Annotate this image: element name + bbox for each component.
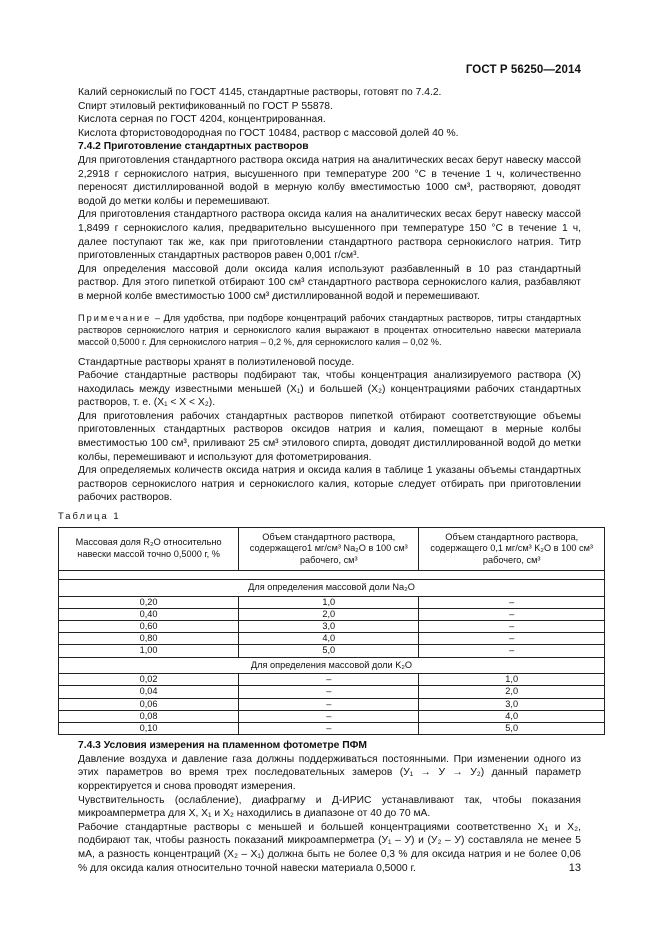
section-heading-7-4-2: 7.4.2 Приготовление стандартных растворов [78,141,309,153]
table-cell: – [419,596,605,608]
column-header: Объем стандартного раствора, содержащего1 мг/см³ Na₂O в 100 см³ рабочего, см³ [239,527,419,571]
table-cell: 4,0 [239,633,419,645]
table-cell: 0,60 [59,621,239,633]
table-cell: 0,10 [59,722,239,734]
table-cell: 0,04 [59,686,239,698]
table-cell: 0,40 [59,608,239,620]
table-cell: 2,0 [239,608,419,620]
table-cell: 5,0 [419,722,605,734]
paragraph: Для определения массовой доли оксида калия используют разбавленный в 10 раз стандартный раствор. Для этого пипеткой отбирают 100 см³ стандартного раствора сернокислого калия, разбавляют в мерной колбе вместимостью 1000 см³ дистиллированной водой и перемешивают. [78,263,581,302]
paragraph: Рабочие стандартные растворы подбирают так, чтобы концентрация анализируемого раствора (X) находилась между известными меньшей (X₁) и большей (X₂) концентрациями рабочих стандартных растворов, т. е. (X₁ < X < X₂). [78,370,581,409]
table-row [59,710,605,722]
table-cell: – [419,645,605,657]
reagent-line: Спирт этиловый ректификованный по ГОСТ Р 55878. [78,100,333,112]
table-row [59,645,605,657]
table-cell: 0,06 [59,698,239,710]
paragraph: Для приготовления стандартного раствора оксида натрия на аналитических весах берут навеску массой 2,2918 г сернокислого натрия, высушенного при температуре 200 °С в течение 1 ч, количественно переносят дистиллированной водой в мерную колбу вместимостью 1000 см³, растворяют, доводят водой до метки колбы и перемешивают. [78,154,581,207]
page-number: 13 [568,862,581,874]
table-cell: – [419,633,605,645]
note-label: Примечание [78,312,152,323]
table-cell: – [419,608,605,620]
table-cell: 1,0 [239,596,419,608]
reagent-line: Кислота серная по ГОСТ 4204, концентрированная. [78,114,326,126]
table-cell: 0,20 [59,596,239,608]
reagent-line: Калий сернокислый по ГОСТ 4145, стандартные растворы, готовят по 7.4.2. [78,87,442,98]
table-cell: 5,0 [239,645,419,657]
column-header: Массовая доля R₂O относительно навески массой точно 0,5000 г, % [59,527,239,571]
table-cell: 2,0 [419,686,605,698]
table-cell: 3,0 [419,698,605,710]
paragraph: Для приготовления рабочих стандартных растворов пипеткой отбирают соответствующие объемы приготовленных стандартных растворов оксидов натрия и калия, помещают в мерные колбы вместимостью 100 см³, приливают 25 см³ этилового спирта, доводят дистиллированной водой до метки колбы, перемешивают и используют для фотометрирования. [78,410,581,463]
group-heading: Для определения массовой доли K₂O [59,657,605,674]
section-heading-7-4-3: 7.4.3 Условия измерения на пламенном фотометре ПФМ [78,740,368,752]
note [78,312,581,348]
table-cell: – [239,698,419,710]
reagent-line: Кислота фтористоводородная по ГОСТ 10484, раствор с массовой долей 40 %. [78,127,459,139]
table-row [59,674,605,686]
table-cell: – [239,722,419,734]
table-caption: Таблица 1 [58,510,121,522]
table-cell: 4,0 [419,710,605,722]
table-cell: 3,0 [239,621,419,633]
table-cell: 1,00 [59,645,239,657]
table-cell: – [239,686,419,698]
table-cell: 1,0 [419,674,605,686]
table-row [59,633,605,645]
page-body [58,86,593,875]
table-cell: – [239,710,419,722]
paragraph: Чувствительность (ослабление), диафрагму и Д-ИРИС устанавливают так, чтобы показания микроамперметра для X, X₁ и X₂ находились в диапазоне от 40 до 70 мА. [78,794,581,820]
paragraph: Рабочие стандартные растворы с меньшей и большей концентрациями соответственно X₁ и X₂, подбирают так, чтобы разность показаний микроамперметра (У₁ – У) и (У₂ – У) составляла не менее 5 мА, а разность концентраций (X₂ – X₁) должна быть не более 0,3 % для оксида натрия и не более 0,06 % для оксида калия относительно точной навески материала 0,5000 г. [78,821,581,874]
table-row [59,608,605,620]
paragraph: Для приготовления стандартного раствора оксида калия на аналитических весах берут навеску массой 1,8499 г сернокислого калия, предварительно высушенного при температуре 150 °С в течение 1 ч, далее поступают так же, как при приготовлении стандартного раствора сернокислого натрия. Титр приготовленных стандартных растворов равен 0,001 г/см³. [78,209,581,262]
note-text: – Для удобства, при подборе концентраций рабочих стандартных растворов, титры стандартных растворов сернокислого натрия и сернокислого калия выражают в процентах относительно навески материала массой 0,5000 г. Для сернокислого натрия – 0,2 %, для сернокислого калия – 0,02 %. [78,312,581,347]
paragraph: Давление воздуха и давление газа должны поддерживаться постоянными. При изменении одного из этих параметров во время трех последовательных замеров (У₁ → У → У₂) данный параметр корректируется и снова проводят измерения. [78,753,581,792]
table-cell: 0,80 [59,633,239,645]
column-header: Объем стандартного раствора, содержащего 0,1 мг/см³ K₂O в 100 см³ рабочего, см³ [419,527,605,571]
table-cell: 0,08 [59,710,239,722]
table-cell: – [239,674,419,686]
paragraph: Стандартные растворы хранят в полиэтиленовой посуде. [78,356,355,368]
table-row [59,698,605,710]
spacer-cell [59,571,605,580]
data-table [58,527,605,736]
document-code: ГОСТ Р 56250—2014 [465,64,581,76]
table-row [59,596,605,608]
table-cell: 0,02 [59,674,239,686]
table-row [59,686,605,698]
table-row [59,621,605,633]
group-heading: Для определения массовой доли Na₂O [59,580,605,597]
table-row [59,722,605,734]
table-cell: – [419,621,605,633]
paragraph: Для определяемых количеств оксида натрия и оксида калия в таблице 1 указаны объемы стандартных растворов сернокислого натрия и сернокислого калия, которые следует отбирать при приготовлении рабочих растворов. [78,465,581,504]
